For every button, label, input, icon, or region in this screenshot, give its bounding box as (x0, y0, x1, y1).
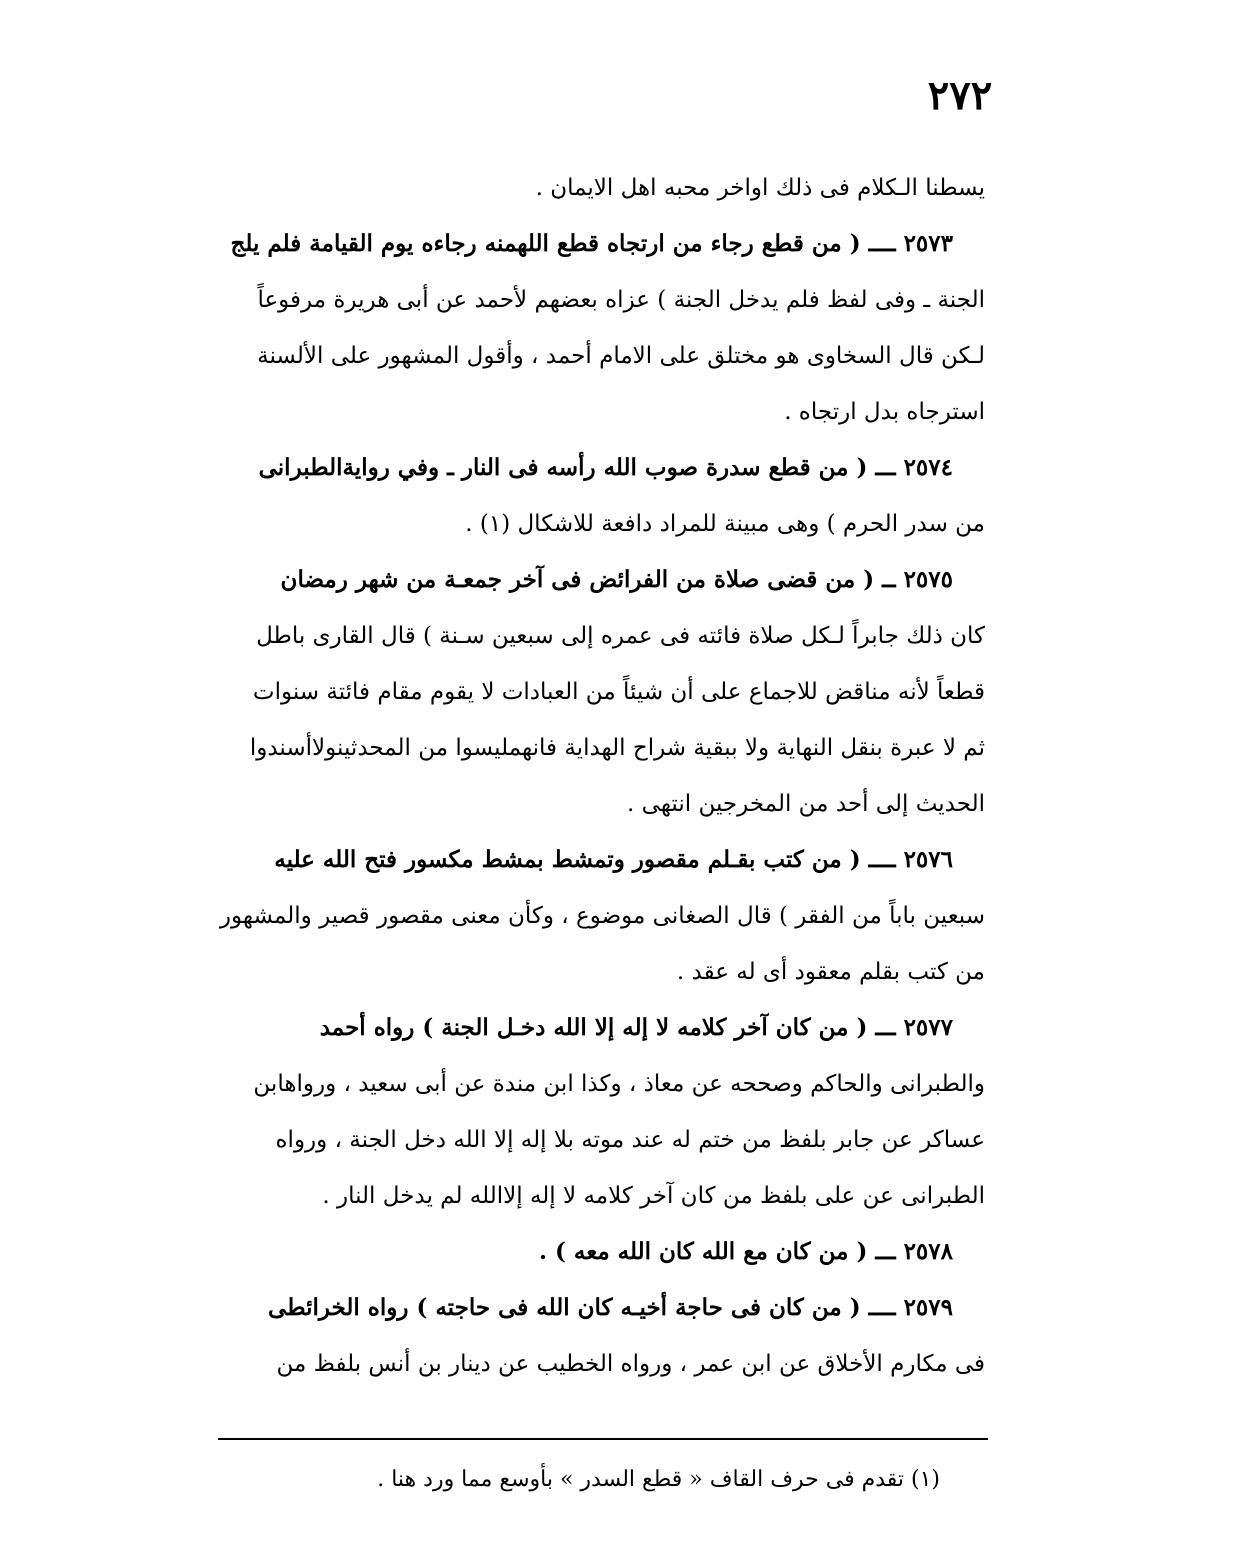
text-line: الجنة ـ وفى لفظ فلم يدخل الجنة ) عزاه بعضهم لأحمد عن أبى هريرة مرفوعاً (257, 287, 985, 313)
footnote: (١) تقدم فى حرف القاف « قطع السدر » بأوسع مما ورد هنا . (377, 1467, 940, 1492)
text-line: والطبرانى والحاكم وصححه عن معاذ ، وكذا ابن مندة عن أبى سعيد ، ورواهابن (253, 1071, 985, 1097)
text-line: من سدر الحرم ) وهى مبينة للمراد دافعة للاشكال (١) . (465, 511, 985, 537)
entry-2577: ٢٥٧٧ ـــ ( من كان آخر كلامه لا إله إلا الله دخـل الجنة ) رواه أحمد (319, 1014, 953, 1041)
text-line: استرجاه بدل ارتجاه . (784, 399, 985, 425)
entry-2575: ٢٥٧٥ ــ ( من قضى صلاة من الفرائض فى آخر جمعـة من شهر رمضان (280, 566, 953, 593)
entry-2573: ٢٥٧٣ ــــ ( من قطع رجاء من ارتجاه قطع اللهمنه رجاءه يوم القيامة فلم يلج (230, 230, 953, 257)
text-line: كان ذلك جابراً لـكل صلاة فائته فى عمره إلى سبعين سـنة ) قال القارى باطل (256, 623, 985, 649)
text-line: ثم لا عبرة بنقل النهاية ولا ببقية شراح الهداية فانهمليسوا من المحدثينولاأسندوا (249, 735, 985, 761)
text-line: يسطنا الـكلام فى ذلك اواخر محبه اهل الايمان . (535, 175, 985, 201)
entry-2579: ٢٥٧٩ ــــ ( من كان فى حاجة أخيـه كان الله فى حاجته ) رواه الخرائطى (268, 1294, 953, 1321)
text-line: الطبرانى عن على بلفظ من كان آخر كلامه لا إله إلاالله لم يدخل النار . (322, 1183, 985, 1209)
body-text (205, 160, 985, 1392)
text-line: سبعين باباً من الفقر ) قال الصغانى موضوع ، وكأن معنى مقصور قصير والمشهور (219, 903, 985, 929)
text-line: عساكر عن جابر بلفظ من ختم له عند موته بلا إله إلا الله دخل الجنة ، ورواه (275, 1127, 985, 1153)
text-line: قطعاً لأنه مناقض للاجماع على أن شيئاً من العبادات لا يقوم مقام فائتة سنوات (252, 679, 985, 705)
text-line: لـكن قال السخاوى هو مختلق على الامام أحمد ، وأقول المشهور على الألسنة (257, 343, 985, 369)
entry-2574: ٢٥٧٤ ـــ ( من قطع سدرة صوب الله رأسه فى النار ـ وفي روايةالطبرانى (258, 454, 953, 481)
text-line: فى مكارم الأخلاق عن ابن عمر ، ورواه الخطيب عن دينار بن أنس بلفظ من (276, 1351, 985, 1377)
entry-2576: ٢٥٧٦ ــــ ( من كتب بقـلم مقصور وتمشط بمشط مكسور فتح الله عليه (274, 846, 953, 873)
entry-2578: ٢٥٧٨ ـــ ( من كان مع الله كان الله معه ) . (538, 1238, 953, 1265)
page-number: ٢٧٢ (927, 72, 993, 119)
text-line: الحديث إلى أحد من المخرجين انتهى . (627, 791, 985, 817)
footnote-divider (218, 1438, 988, 1440)
text-line: من كتب بقلم معقود أى له عقد . (676, 959, 985, 985)
